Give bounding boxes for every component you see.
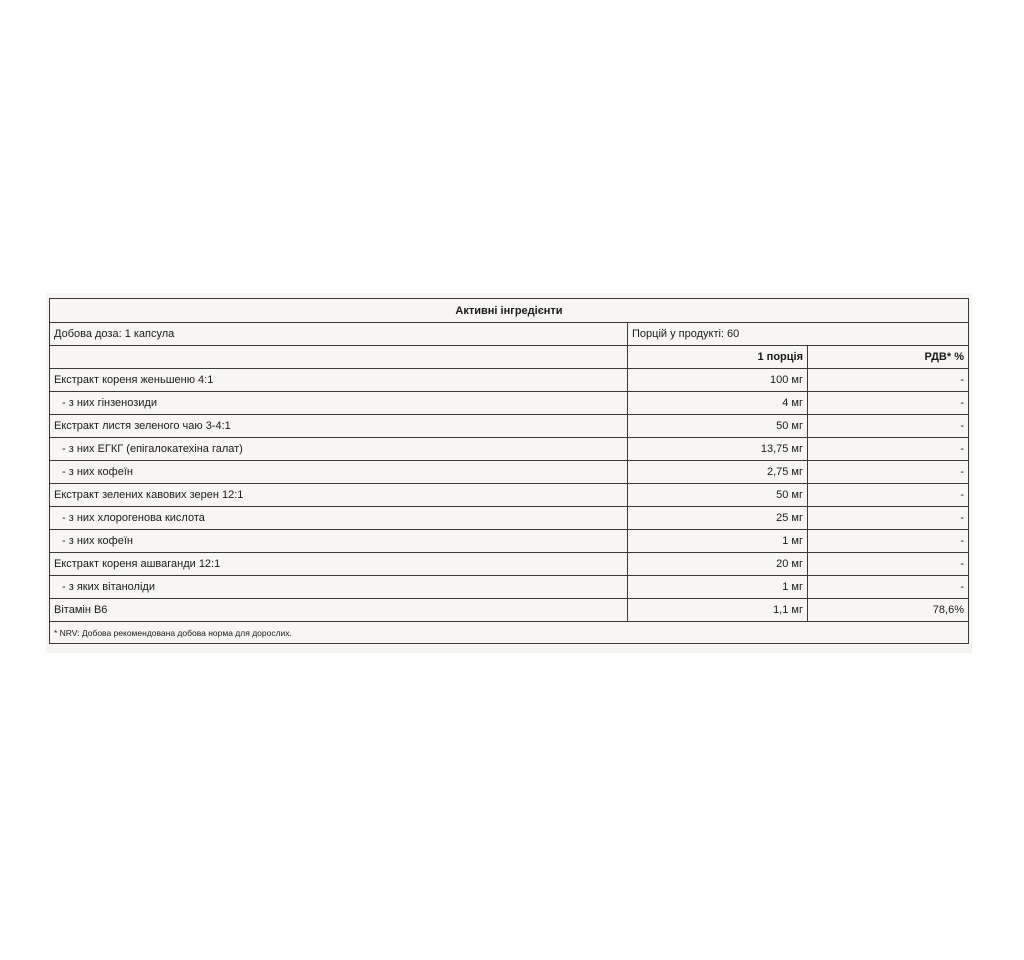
daily-dose: Добова доза: 1 капсула: [50, 323, 628, 346]
ingredient-nrv: -: [808, 461, 969, 484]
ingredient-amount: 25 мг: [628, 507, 808, 530]
table-row: [50, 415, 969, 438]
ingredient-nrv: -: [808, 415, 969, 438]
column-header-serving: 1 порція: [628, 346, 808, 369]
column-header-nrv: РДВ* %: [808, 346, 969, 369]
servings-per-container: Порцій у продукті: 60: [628, 323, 969, 346]
ingredient-nrv: -: [808, 438, 969, 461]
ingredient-nrv: -: [808, 553, 969, 576]
column-header-row: [50, 346, 969, 369]
ingredient-amount: 20 мг: [628, 553, 808, 576]
ingredient-name: - з них ЕГКГ (епігалокатехіна галат): [50, 438, 628, 461]
ingredient-name: Екстракт кореня ашваганди 12:1: [50, 553, 628, 576]
ingredient-amount: 50 мг: [628, 484, 808, 507]
ingredient-nrv: -: [808, 484, 969, 507]
table-row: [50, 369, 969, 392]
ingredient-amount: 1 мг: [628, 576, 808, 599]
ingredient-amount: 100 мг: [628, 369, 808, 392]
table-row: [50, 576, 969, 599]
ingredient-amount: 4 мг: [628, 392, 808, 415]
ingredient-nrv: -: [808, 392, 969, 415]
table-row: [50, 392, 969, 415]
title-row: [50, 299, 969, 323]
header-empty-cell: [50, 346, 628, 369]
ingredient-amount: 2,75 мг: [628, 461, 808, 484]
dose-row: [50, 323, 969, 346]
ingredient-amount: 50 мг: [628, 415, 808, 438]
table-title: Активні інгредієнти: [50, 299, 969, 323]
ingredient-name: - з них хлорогенова кислота: [50, 507, 628, 530]
ingredient-name: Вітамін B6: [50, 599, 628, 622]
table-row: [50, 484, 969, 507]
table-row: [50, 507, 969, 530]
ingredient-name: Екстракт кореня женьшеню 4:1: [50, 369, 628, 392]
ingredient-amount: 1 мг: [628, 530, 808, 553]
table-row: [50, 599, 969, 622]
ingredient-name: - з яких вітаноліди: [50, 576, 628, 599]
ingredient-amount: 13,75 мг: [628, 438, 808, 461]
ingredient-nrv: 78,6%: [808, 599, 969, 622]
table-row: [50, 530, 969, 553]
table-row: [50, 553, 969, 576]
ingredient-nrv: -: [808, 576, 969, 599]
ingredient-nrv: -: [808, 507, 969, 530]
ingredient-name: - з них кофеїн: [50, 461, 628, 484]
ingredient-name: Екстракт зелених кавових зерен 12:1: [50, 484, 628, 507]
ingredient-nrv: -: [808, 530, 969, 553]
nrv-footnote: * NRV: Добова рекомендована добова норма для дорослих.: [50, 622, 969, 644]
ingredient-name: - з них кофеїн: [50, 530, 628, 553]
ingredient-amount: 1,1 мг: [628, 599, 808, 622]
table-row: [50, 461, 969, 484]
ingredient-name: Екстракт листя зеленого чаю 3-4:1: [50, 415, 628, 438]
table-row: [50, 438, 969, 461]
footnote-row: [50, 622, 969, 644]
ingredient-name: - з них гінзенозиди: [50, 392, 628, 415]
active-ingredients-table: [49, 298, 969, 644]
ingredient-nrv: -: [808, 369, 969, 392]
